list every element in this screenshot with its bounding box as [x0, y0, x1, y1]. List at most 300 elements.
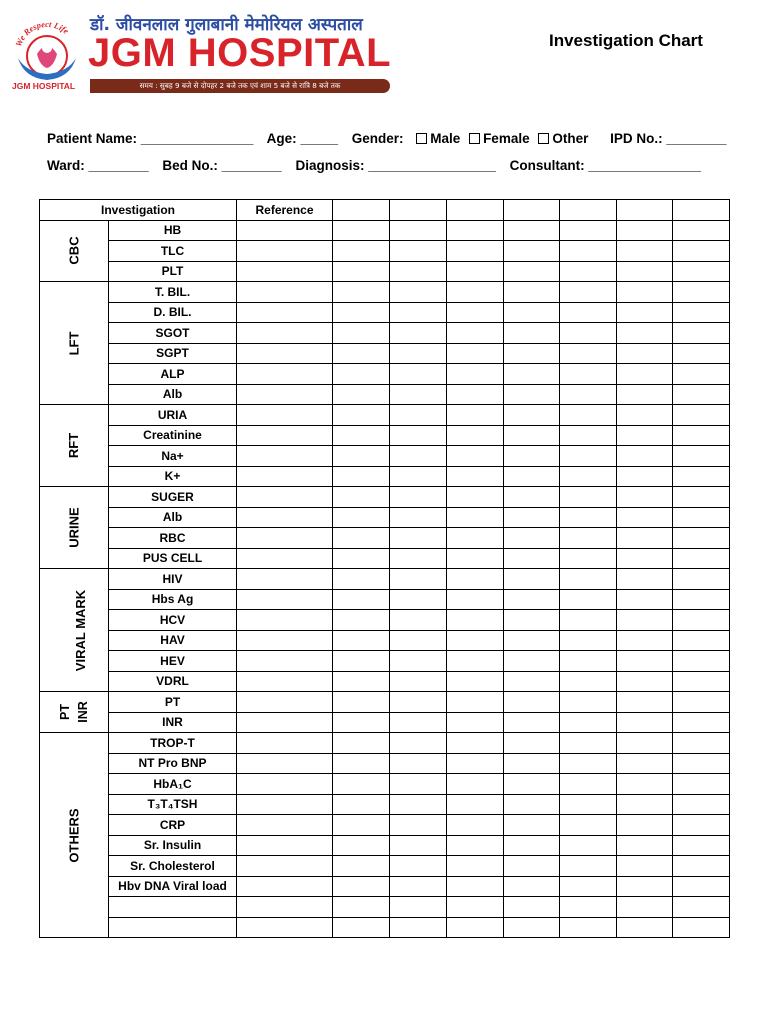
result-cell[interactable]: [673, 856, 730, 877]
result-cell[interactable]: [504, 692, 560, 713]
result-cell[interactable]: [504, 323, 560, 344]
result-cell[interactable]: [447, 897, 504, 918]
result-cell[interactable]: [673, 323, 730, 344]
result-cell[interactable]: [617, 261, 673, 282]
result-cell[interactable]: [390, 282, 447, 303]
result-cell[interactable]: [673, 917, 730, 938]
result-cell[interactable]: [390, 507, 447, 528]
result-cell[interactable]: [617, 651, 673, 672]
reference-cell[interactable]: [237, 548, 333, 569]
result-cell[interactable]: [560, 733, 617, 754]
result-cell[interactable]: [504, 282, 560, 303]
result-cell[interactable]: [333, 364, 390, 385]
result-cell[interactable]: [504, 446, 560, 467]
result-cell[interactable]: [504, 364, 560, 385]
result-cell[interactable]: [617, 364, 673, 385]
reference-cell[interactable]: [237, 692, 333, 713]
result-cell[interactable]: [617, 220, 673, 241]
result-cell[interactable]: [560, 343, 617, 364]
result-cell[interactable]: [673, 507, 730, 528]
reference-cell[interactable]: [237, 630, 333, 651]
result-cell[interactable]: [333, 507, 390, 528]
other-checkbox[interactable]: [538, 133, 549, 144]
result-cell[interactable]: [617, 753, 673, 774]
result-cell[interactable]: [390, 302, 447, 323]
result-cell[interactable]: [390, 733, 447, 754]
result-cell[interactable]: [333, 241, 390, 262]
result-cell[interactable]: [390, 528, 447, 549]
female-checkbox[interactable]: [469, 133, 480, 144]
result-cell[interactable]: [617, 774, 673, 795]
result-cell[interactable]: [390, 569, 447, 590]
result-cell[interactable]: [504, 753, 560, 774]
reference-cell[interactable]: [237, 446, 333, 467]
result-cell[interactable]: [617, 548, 673, 569]
reference-cell[interactable]: [237, 589, 333, 610]
result-cell[interactable]: [673, 651, 730, 672]
result-cell[interactable]: [673, 589, 730, 610]
result-cell[interactable]: [504, 651, 560, 672]
result-cell[interactable]: [504, 405, 560, 426]
result-cell[interactable]: [673, 753, 730, 774]
result-cell[interactable]: [673, 733, 730, 754]
result-cell[interactable]: [504, 487, 560, 508]
reference-cell[interactable]: [237, 261, 333, 282]
result-cell[interactable]: [333, 692, 390, 713]
result-cell[interactable]: [333, 651, 390, 672]
result-cell[interactable]: [560, 364, 617, 385]
result-cell[interactable]: [447, 302, 504, 323]
result-cell[interactable]: [617, 507, 673, 528]
result-cell[interactable]: [617, 446, 673, 467]
result-cell[interactable]: [504, 589, 560, 610]
result-cell[interactable]: [333, 835, 390, 856]
result-cell[interactable]: [504, 302, 560, 323]
result-cell[interactable]: [560, 405, 617, 426]
result-cell[interactable]: [447, 794, 504, 815]
result-cell[interactable]: [447, 692, 504, 713]
result-cell[interactable]: [673, 425, 730, 446]
result-cell[interactable]: [673, 487, 730, 508]
reference-cell[interactable]: [237, 917, 333, 938]
result-cell[interactable]: [390, 917, 447, 938]
result-cell[interactable]: [617, 487, 673, 508]
result-cell[interactable]: [504, 569, 560, 590]
result-cell[interactable]: [617, 302, 673, 323]
result-cell[interactable]: [333, 446, 390, 467]
reference-cell[interactable]: [237, 507, 333, 528]
reference-cell[interactable]: [237, 569, 333, 590]
result-cell[interactable]: [560, 589, 617, 610]
result-cell[interactable]: [333, 343, 390, 364]
date-column-header[interactable]: [504, 200, 560, 221]
result-cell[interactable]: [333, 323, 390, 344]
result-cell[interactable]: [447, 835, 504, 856]
result-cell[interactable]: [333, 774, 390, 795]
patient-name-field[interactable]: _______________: [140, 131, 254, 146]
date-column-header[interactable]: [390, 200, 447, 221]
reference-cell[interactable]: [237, 364, 333, 385]
date-column-header[interactable]: [447, 200, 504, 221]
result-cell[interactable]: [447, 220, 504, 241]
result-cell[interactable]: [617, 917, 673, 938]
result-cell[interactable]: [390, 466, 447, 487]
result-cell[interactable]: [390, 630, 447, 651]
result-cell[interactable]: [617, 671, 673, 692]
reference-cell[interactable]: [237, 220, 333, 241]
reference-cell[interactable]: [237, 610, 333, 631]
reference-cell[interactable]: [237, 794, 333, 815]
result-cell[interactable]: [673, 794, 730, 815]
result-cell[interactable]: [504, 712, 560, 733]
result-cell[interactable]: [333, 282, 390, 303]
result-cell[interactable]: [333, 876, 390, 897]
result-cell[interactable]: [504, 835, 560, 856]
result-cell[interactable]: [504, 733, 560, 754]
result-cell[interactable]: [390, 241, 447, 262]
result-cell[interactable]: [333, 610, 390, 631]
result-cell[interactable]: [504, 548, 560, 569]
result-cell[interactable]: [390, 548, 447, 569]
result-cell[interactable]: [560, 651, 617, 672]
result-cell[interactable]: [673, 364, 730, 385]
result-cell[interactable]: [617, 856, 673, 877]
result-cell[interactable]: [390, 405, 447, 426]
result-cell[interactable]: [390, 876, 447, 897]
result-cell[interactable]: [560, 548, 617, 569]
result-cell[interactable]: [560, 323, 617, 344]
test-name-cell: Hbv DNA Viral load: [109, 876, 237, 897]
date-column-header[interactable]: [673, 200, 730, 221]
result-cell[interactable]: [673, 610, 730, 631]
result-cell[interactable]: [390, 671, 447, 692]
result-cell[interactable]: [673, 835, 730, 856]
result-cell[interactable]: [673, 671, 730, 692]
result-cell[interactable]: [447, 487, 504, 508]
result-cell[interactable]: [504, 815, 560, 836]
result-cell[interactable]: [447, 671, 504, 692]
result-cell[interactable]: [333, 630, 390, 651]
result-cell[interactable]: [673, 446, 730, 467]
result-cell[interactable]: [333, 425, 390, 446]
result-cell[interactable]: [390, 446, 447, 467]
result-cell[interactable]: [673, 712, 730, 733]
result-cell[interactable]: [390, 384, 447, 405]
result-cell[interactable]: [504, 917, 560, 938]
result-cell[interactable]: [617, 610, 673, 631]
result-cell[interactable]: [390, 364, 447, 385]
result-cell[interactable]: [333, 794, 390, 815]
result-cell[interactable]: [673, 302, 730, 323]
result-cell[interactable]: [617, 282, 673, 303]
result-cell[interactable]: [617, 241, 673, 262]
reference-cell[interactable]: [237, 651, 333, 672]
result-cell[interactable]: [447, 733, 504, 754]
result-cell[interactable]: [333, 548, 390, 569]
reference-cell[interactable]: [237, 282, 333, 303]
result-cell[interactable]: [504, 507, 560, 528]
result-cell[interactable]: [560, 692, 617, 713]
result-cell[interactable]: [560, 261, 617, 282]
result-cell[interactable]: [447, 241, 504, 262]
result-cell[interactable]: [390, 692, 447, 713]
result-cell[interactable]: [673, 569, 730, 590]
result-cell[interactable]: [504, 241, 560, 262]
result-cell[interactable]: [447, 630, 504, 651]
result-cell[interactable]: [390, 323, 447, 344]
date-column-header[interactable]: [617, 200, 673, 221]
reference-cell[interactable]: [237, 897, 333, 918]
result-cell[interactable]: [673, 692, 730, 713]
result-cell[interactable]: [560, 753, 617, 774]
result-cell[interactable]: [560, 446, 617, 467]
result-cell[interactable]: [447, 425, 504, 446]
result-cell[interactable]: [333, 897, 390, 918]
result-cell[interactable]: [560, 794, 617, 815]
result-cell[interactable]: [673, 261, 730, 282]
result-cell[interactable]: [390, 220, 447, 241]
reference-cell[interactable]: [237, 241, 333, 262]
age-field[interactable]: _____: [300, 131, 338, 146]
result-cell[interactable]: [333, 589, 390, 610]
result-cell[interactable]: [673, 384, 730, 405]
result-cell[interactable]: [617, 794, 673, 815]
result-cell[interactable]: [560, 897, 617, 918]
result-cell[interactable]: [504, 466, 560, 487]
result-cell[interactable]: [617, 692, 673, 713]
result-cell[interactable]: [560, 835, 617, 856]
result-cell[interactable]: [504, 876, 560, 897]
result-cell[interactable]: [673, 241, 730, 262]
result-cell[interactable]: [504, 630, 560, 651]
result-cell[interactable]: [617, 835, 673, 856]
result-cell[interactable]: [617, 876, 673, 897]
result-cell[interactable]: [617, 528, 673, 549]
result-cell[interactable]: [617, 343, 673, 364]
result-cell[interactable]: [560, 528, 617, 549]
result-cell[interactable]: [447, 405, 504, 426]
result-cell[interactable]: [390, 712, 447, 733]
result-cell[interactable]: [560, 856, 617, 877]
result-cell[interactable]: [447, 343, 504, 364]
result-cell[interactable]: [447, 917, 504, 938]
result-cell[interactable]: [560, 569, 617, 590]
result-cell[interactable]: [333, 569, 390, 590]
result-cell[interactable]: [447, 712, 504, 733]
result-cell[interactable]: [390, 425, 447, 446]
result-cell[interactable]: [390, 261, 447, 282]
ipd-field[interactable]: ________: [666, 131, 727, 146]
result-cell[interactable]: [390, 651, 447, 672]
result-cell[interactable]: [390, 753, 447, 774]
result-cell[interactable]: [560, 507, 617, 528]
result-cell[interactable]: [504, 897, 560, 918]
result-cell[interactable]: [333, 815, 390, 836]
result-cell[interactable]: [560, 466, 617, 487]
result-cell[interactable]: [504, 774, 560, 795]
result-cell[interactable]: [673, 630, 730, 651]
result-cell[interactable]: [447, 610, 504, 631]
result-cell[interactable]: [390, 589, 447, 610]
result-cell[interactable]: [673, 815, 730, 836]
result-cell[interactable]: [447, 323, 504, 344]
reference-cell[interactable]: [237, 425, 333, 446]
result-cell[interactable]: [504, 384, 560, 405]
reference-cell[interactable]: [237, 343, 333, 364]
result-cell[interactable]: [447, 774, 504, 795]
result-cell[interactable]: [447, 282, 504, 303]
result-cell[interactable]: [504, 671, 560, 692]
result-cell[interactable]: [447, 651, 504, 672]
result-cell[interactable]: [504, 343, 560, 364]
result-cell[interactable]: [390, 856, 447, 877]
result-cell[interactable]: [447, 261, 504, 282]
reference-cell[interactable]: [237, 384, 333, 405]
result-cell[interactable]: [560, 241, 617, 262]
result-cell[interactable]: [504, 610, 560, 631]
result-cell[interactable]: [390, 487, 447, 508]
reference-cell[interactable]: [237, 733, 333, 754]
result-cell[interactable]: [447, 384, 504, 405]
result-cell[interactable]: [617, 589, 673, 610]
result-cell[interactable]: [447, 446, 504, 467]
result-cell[interactable]: [560, 917, 617, 938]
result-cell[interactable]: [673, 220, 730, 241]
reference-cell[interactable]: [237, 856, 333, 877]
result-cell[interactable]: [617, 897, 673, 918]
result-cell[interactable]: [447, 856, 504, 877]
group-label: [56, 701, 92, 723]
result-cell[interactable]: [333, 261, 390, 282]
result-cell[interactable]: [333, 856, 390, 877]
result-cell[interactable]: [333, 528, 390, 549]
result-cell[interactable]: [447, 548, 504, 569]
result-cell[interactable]: [447, 507, 504, 528]
reference-cell[interactable]: [237, 487, 333, 508]
result-cell[interactable]: [390, 610, 447, 631]
result-cell[interactable]: [617, 569, 673, 590]
result-cell[interactable]: [673, 897, 730, 918]
result-cell[interactable]: [447, 569, 504, 590]
result-cell[interactable]: [673, 282, 730, 303]
result-cell[interactable]: [560, 425, 617, 446]
result-cell[interactable]: [333, 302, 390, 323]
date-column-header[interactable]: [333, 200, 390, 221]
result-cell[interactable]: [617, 733, 673, 754]
result-cell[interactable]: [560, 630, 617, 651]
diagnosis-field[interactable]: _________________: [368, 158, 496, 173]
result-cell[interactable]: [447, 364, 504, 385]
result-cell[interactable]: [504, 528, 560, 549]
result-cell[interactable]: [390, 343, 447, 364]
group-label-line: INR: [76, 701, 90, 723]
result-cell[interactable]: [447, 876, 504, 897]
result-cell[interactable]: [333, 917, 390, 938]
reference-cell[interactable]: [237, 466, 333, 487]
result-cell[interactable]: [333, 487, 390, 508]
result-cell[interactable]: [390, 835, 447, 856]
reference-cell[interactable]: [237, 712, 333, 733]
result-cell[interactable]: [447, 753, 504, 774]
result-cell[interactable]: [617, 384, 673, 405]
result-cell[interactable]: [560, 712, 617, 733]
reference-cell[interactable]: [237, 323, 333, 344]
result-cell[interactable]: [617, 815, 673, 836]
reference-cell[interactable]: [237, 528, 333, 549]
reference-cell[interactable]: [237, 671, 333, 692]
result-cell[interactable]: [617, 466, 673, 487]
reference-cell[interactable]: [237, 774, 333, 795]
result-cell[interactable]: [333, 733, 390, 754]
result-cell[interactable]: [504, 425, 560, 446]
result-cell[interactable]: [390, 774, 447, 795]
result-cell[interactable]: [504, 794, 560, 815]
result-cell[interactable]: [504, 261, 560, 282]
result-cell[interactable]: [617, 323, 673, 344]
result-cell[interactable]: [333, 466, 390, 487]
result-cell[interactable]: [560, 815, 617, 836]
result-cell[interactable]: [333, 671, 390, 692]
reference-cell[interactable]: [237, 876, 333, 897]
result-cell[interactable]: [560, 220, 617, 241]
result-cell[interactable]: [560, 671, 617, 692]
bed-field[interactable]: ________: [221, 158, 282, 173]
result-cell[interactable]: [333, 220, 390, 241]
result-cell[interactable]: [673, 343, 730, 364]
reference-cell[interactable]: [237, 815, 333, 836]
result-cell[interactable]: [560, 384, 617, 405]
result-cell[interactable]: [447, 466, 504, 487]
reference-cell[interactable]: [237, 405, 333, 426]
result-cell[interactable]: [673, 466, 730, 487]
result-cell[interactable]: [673, 528, 730, 549]
result-cell[interactable]: [504, 856, 560, 877]
result-cell[interactable]: [333, 712, 390, 733]
reference-cell[interactable]: [237, 753, 333, 774]
result-cell[interactable]: [560, 282, 617, 303]
result-cell[interactable]: [560, 487, 617, 508]
reference-cell[interactable]: [237, 302, 333, 323]
ward-field[interactable]: ________: [88, 158, 149, 173]
result-cell[interactable]: [617, 630, 673, 651]
result-cell[interactable]: [560, 774, 617, 795]
result-cell[interactable]: [617, 712, 673, 733]
result-cell[interactable]: [390, 815, 447, 836]
result-cell[interactable]: [447, 589, 504, 610]
result-cell[interactable]: [560, 610, 617, 631]
reference-cell[interactable]: [237, 835, 333, 856]
result-cell[interactable]: [560, 302, 617, 323]
result-cell[interactable]: [333, 384, 390, 405]
result-cell[interactable]: [447, 815, 504, 836]
result-cell[interactable]: [560, 876, 617, 897]
result-cell[interactable]: [390, 897, 447, 918]
result-cell[interactable]: [333, 753, 390, 774]
result-cell[interactable]: [673, 774, 730, 795]
result-cell[interactable]: [390, 794, 447, 815]
date-column-header[interactable]: [560, 200, 617, 221]
result-cell[interactable]: [673, 548, 730, 569]
result-cell[interactable]: [673, 405, 730, 426]
result-cell[interactable]: [333, 405, 390, 426]
result-cell[interactable]: [447, 528, 504, 549]
result-cell[interactable]: [617, 425, 673, 446]
result-cell[interactable]: [617, 405, 673, 426]
male-checkbox[interactable]: [416, 133, 427, 144]
consultant-field[interactable]: _______________: [588, 158, 702, 173]
result-cell[interactable]: [504, 220, 560, 241]
result-cell[interactable]: [673, 876, 730, 897]
